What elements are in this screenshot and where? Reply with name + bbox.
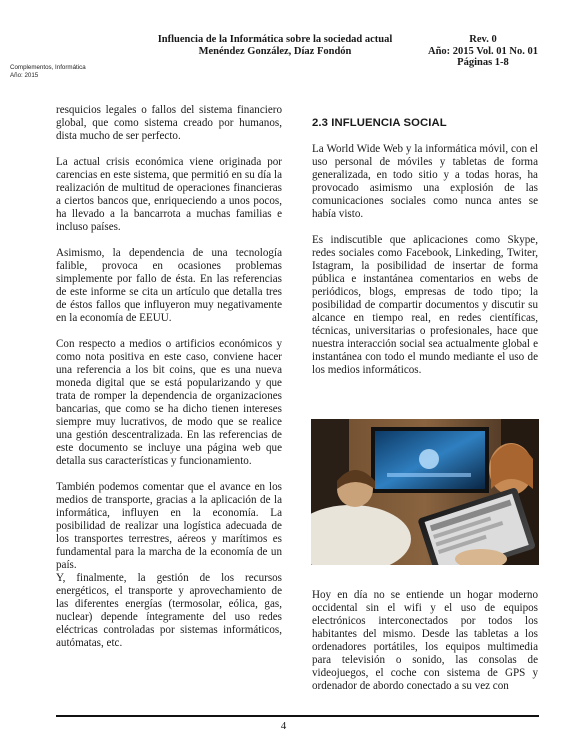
document-header-meta (418, 34, 548, 69)
paragraph: Y, finalmente, la gestión de los recursos energéticos, el transporte y aprovechamiento de las diferentes energías (termosolar, eólica, gas, nuclear) depende íntegramente del uso redes eléctricas controladas por sistemas informáticos, autómatas, etc. (56, 572, 282, 649)
right-column (312, 117, 538, 390)
family-technology-photo (311, 419, 539, 565)
paragraph: Con respecto a medios o artificios económicos y como nota positiva en este caso, conviene hacer una referencia a los bit coins, que es una nueva moneda digital que se está popularizando y que trata de romper la dependencia de organizaciones bancarias, que como se ha dicho tienen intereses siempre muy lucrativos, de modo que se realice una gestión descentralizada. En las referencias de este documento se incluye una página web que detalla sus características y funcionamiento. (56, 338, 282, 467)
page-number: 4 (280, 720, 287, 732)
footer-divider (56, 715, 539, 717)
paragraph: Hoy en día no se entiende un hogar moderno occidental sin el wifi y el uso de equipos electrónicos interconectados por todos los habitantes del mismo. Desde las tabletas a los ordenadores portátiles, los equipos multimedia para televisión o sonido, las consolas de videojuegos, el coche con sistema de GPS y ordenador de abordo conectado a su vez con (312, 589, 538, 692)
header-title-line: Influencia de la Informática sobre la sociedad actual (157, 34, 393, 45)
paragraph: La World Wide Web y la informática móvil, con el uso personal de móviles y tabletas de forma generalizada, en todo sitio y a todas horas, ha provocado asimismo una explosión de las comunicaciones sociales como nunca antes se había visto. (312, 143, 538, 220)
header-left-journal: Complementos, Informática (10, 64, 86, 71)
paragraph: Asimismo, la dependencia de una tecnología falible, provoca en ocasiones problemas simplemente por fallo de ésta. En las referencias de este informe se cita un artículo que detalla tres de éstos fallos que influyeron muy negativamente en la economía de EEUU. (56, 247, 282, 324)
header-revision: Rev. 0 (469, 34, 497, 45)
paragraph: resquicios legales o fallos del sistema financiero global, que como sistema creado por humanos, dista mucho de ser perfecto. (56, 104, 282, 142)
paragraph: También podemos comentar que el avance en los medios de transporte, gracias a la aplicación de la informática, influyen en la economía. La posibilidad de realizar una logística adecuada de los transportes terrestres, aéreos y marítimos es fundamental para la marcha de la economía de un país. (56, 481, 282, 571)
left-column (56, 104, 282, 663)
section-heading: 2.3 INFLUENCIA SOCIAL (312, 117, 447, 129)
right-column-continued (312, 589, 538, 693)
header-left-year: Año: 2015 (10, 71, 39, 79)
paragraph: Es indiscutible que aplicaciones como Skype, redes sociales como Facebook, Linkeding, Twiter, Istagram, la posibilidad de insertar de forma pública e instantánea comentarios en webs de periódicos, blogs, empresas de todo tipo; la posibilidad de compartir documentos y discutir su alcance en tiempo real, en redes científicas, técnicas, universitarias o profesionales, hace que nuestra interacción social sea actualmente global e instantánea con todo el mundo mediante el uso de los medios informáticos. (312, 234, 538, 376)
document-header-title (140, 34, 410, 58)
header-pages: Páginas 1-8 (457, 57, 509, 68)
header-authors-line: Menéndez González, Díaz Fondón (198, 46, 352, 57)
header-year-volume: Año: 2015 Vol. 01 No. 01 (428, 45, 538, 57)
header-left-note (10, 64, 86, 79)
paragraph: La actual crisis económica viene originada por carencias en este sistema, que permitió en su día la realización de multitud de operaciones financieras a ciertos bancos que, enriqueciendo a unos pocos, ha llevado a la bancarrota a muchas familias e incluso países. (56, 156, 282, 233)
